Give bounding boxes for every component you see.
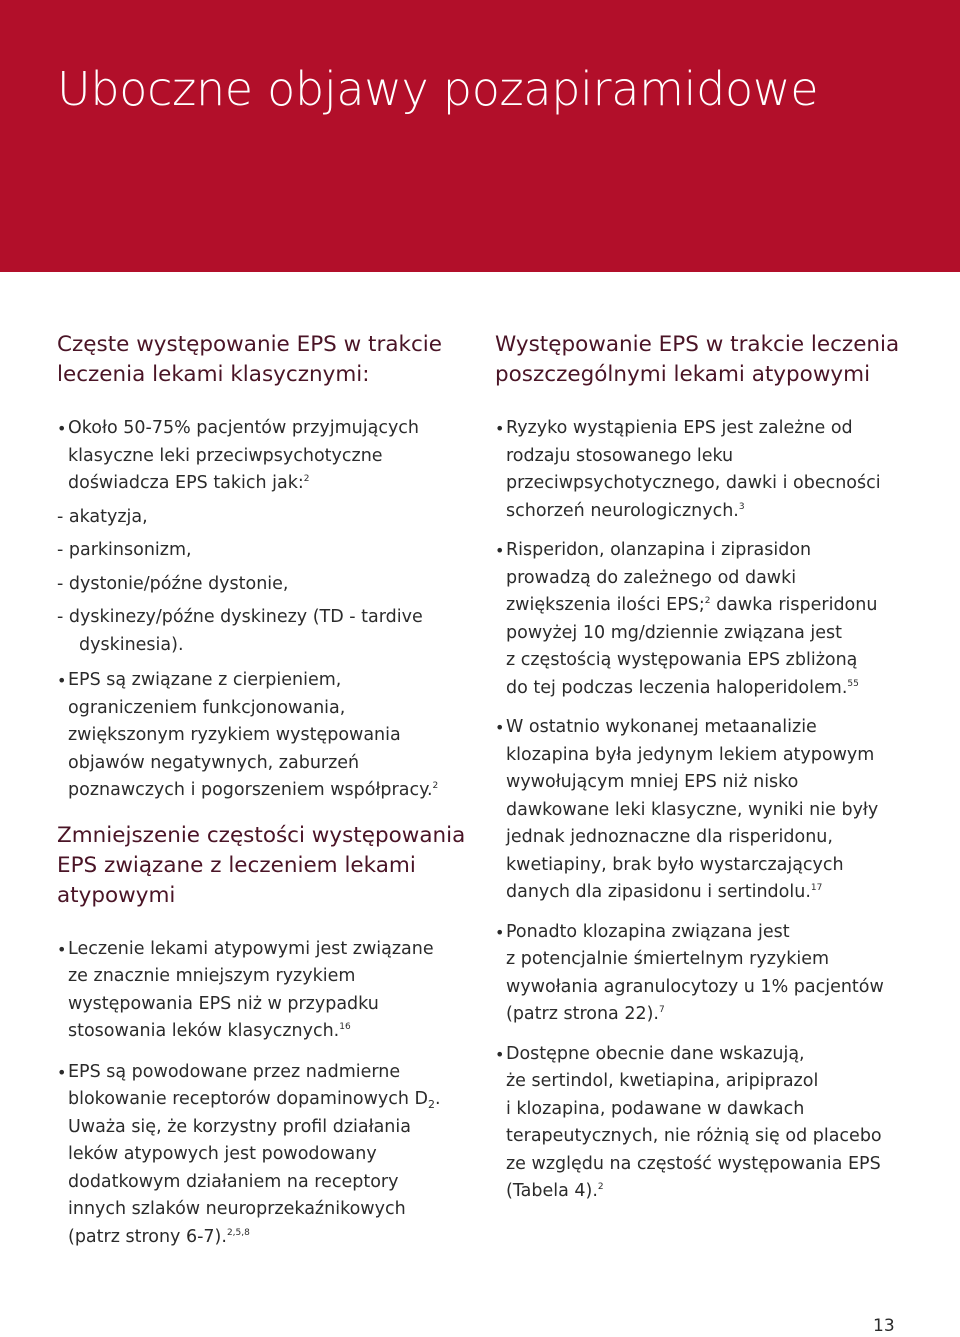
atypical-list [57, 936, 457, 1252]
reference-mark: 2 [597, 1182, 604, 1192]
reference-mark: 2,5,8 [226, 1227, 250, 1238]
text-line [506, 1178, 925, 1206]
text-line: ze znacznie mniejszym ryzykiem [68, 966, 356, 986]
text-line: występowania EPS niż w przypadku [68, 993, 379, 1014]
text-line: Leczenie lekami atypowymi jest związane [68, 938, 434, 959]
text-line: wywołującym mniej EPS niż nisko [506, 772, 799, 792]
text-line [68, 1086, 457, 1114]
heading-line: Występowanie EPS w trakcie leczenia [495, 332, 900, 357]
symptom-akathisia: - akatyzja, [57, 506, 148, 527]
text-line: Ryzyko wystąpienia EPS jest zależne od [506, 418, 853, 438]
left-column [57, 330, 466, 1251]
list-item [495, 714, 925, 907]
text-line: dawkowane leki klasyczne, wyniki nie były [506, 799, 879, 820]
text-span: danych dla zipasidonu i sertindolu. [506, 882, 811, 902]
text-line: przeciwpsychotycznego, dawki i obecności [506, 473, 881, 493]
text-line: jednak jednoznaczne dla risperidonu, [506, 827, 833, 847]
heading-line: leczenia lekami klasycznymi: [57, 362, 370, 387]
list-item [495, 1041, 925, 1206]
text-line: zwiększonym ryzykiem występowania [68, 725, 401, 745]
symptom-parkinsonism: - parkinsonizm, [57, 540, 192, 560]
text-span: (patrz strony 6-7). [68, 1226, 227, 1247]
reference-mark: 2 [303, 474, 310, 484]
text-line [68, 777, 457, 805]
list-item [495, 537, 925, 702]
symptom-dyskinesia-cont: dyskinesia). [79, 634, 184, 655]
subscript: 2 [428, 1098, 436, 1111]
right-column [495, 330, 925, 1206]
text-span: . [435, 1089, 441, 1109]
text-line: z potencjalnie śmiertelnym ryzykiem [506, 949, 830, 969]
bullet: • [57, 671, 67, 690]
section-heading-individual [495, 330, 925, 390]
text-line: ograniczeniem funkcjonowania, [68, 697, 346, 718]
text-line: Uważa się, że korzystny profil działania [68, 1116, 411, 1137]
text-line: z częstością występowania EPS zbliżoną [506, 650, 858, 670]
list-item [57, 667, 457, 805]
bullet: • [57, 1062, 67, 1082]
text-span: blokowanie receptorów dopaminowych D [68, 1089, 429, 1109]
symptom-list [57, 504, 457, 660]
text-line: innych szlaków neuroprzekaźnikowych [68, 1199, 406, 1219]
text-span: stosowania leków klasycznych. [68, 1021, 340, 1041]
text-line: W ostatnio wykonanej metaanalizie [506, 717, 817, 737]
reference-mark: 3 [738, 501, 745, 512]
section-heading-atypical [57, 821, 466, 911]
page-title: Uboczne objawy pozapiramidowe [57, 62, 819, 116]
heading-line: atypowymi [57, 882, 176, 908]
reference-mark: 2 [704, 596, 711, 606]
text-line: rodzaju stosowanego leku [506, 445, 734, 466]
text-line [506, 592, 925, 620]
reference-mark: 2 [432, 781, 439, 791]
bullet: • [495, 541, 505, 560]
text-span: doświadcza EPS takich jak: [68, 473, 304, 493]
text-line: ze względu na częstość występowania EPS [506, 1153, 881, 1174]
text-line [506, 498, 925, 526]
text-span: (Tabela 4). [506, 1181, 598, 1201]
page-number: 13 [873, 1316, 895, 1336]
text-line: że sertindol, kwetiapina, aripiprazol [506, 1071, 819, 1091]
text-line: Ponadto klozapina związana jest [506, 921, 790, 942]
text-line [506, 675, 925, 703]
text-line: leków atypowych jest powodowany [68, 1144, 377, 1164]
text-line [68, 1018, 457, 1046]
text-line: EPS są związane z cierpieniem, [68, 670, 342, 690]
text-line: terapeutycznych, nie różnią się od placebo [506, 1126, 882, 1146]
heading-line: Częste występowanie EPS w trakcie [57, 332, 442, 357]
text-line [506, 1001, 925, 1029]
title-banner [0, 0, 960, 272]
reference-mark: 7 [659, 1005, 665, 1015]
classic-eps-list [57, 415, 457, 498]
text-span: dawka risperidonu [710, 595, 878, 615]
reference-mark: 17 [810, 883, 823, 893]
text-line: klasyczne leki przeciwpsychotyczne [68, 445, 383, 466]
section-heading-classic [57, 330, 457, 390]
list-item [57, 415, 457, 498]
text-line: kwetiapiny, brak było wystarczających [506, 854, 844, 875]
text-span: poznawczych i pogorszeniem współpracy. [68, 780, 433, 800]
reference-mark: 16 [339, 1022, 351, 1032]
text-line: Około 50-75% pacjentów przyjmujących [68, 418, 420, 438]
text-line: dodatkowym działaniem na receptory [68, 1171, 399, 1192]
bullet: • [495, 1044, 505, 1064]
text-line [506, 879, 925, 907]
heading-line: EPS związane z leczeniem lekami [57, 852, 416, 878]
symptom-dystonia: - dystonie/późne dystonie, [57, 573, 289, 594]
eps-impact-list [57, 667, 457, 805]
list-item [57, 1059, 457, 1252]
bullet: • [57, 419, 67, 438]
text-line: Risperidon, olanzapina i ziprasidon [506, 540, 812, 560]
list-item [57, 936, 457, 1046]
text-line [68, 1224, 457, 1252]
text-line: objawów negatywnych, zaburzeń [68, 752, 360, 773]
text-line [68, 470, 457, 498]
bullet: • [495, 922, 505, 942]
symptom-dyskinesia: - dyskinezy/późne dyskinezy (TD - tardive [57, 607, 423, 627]
heading-line: poszczególnymi lekami atypowymi [495, 362, 871, 387]
list-item [495, 415, 925, 525]
text-line: klozapina była jedynym lekiem atypowym [506, 744, 875, 765]
heading-line: Zmniejszenie częstości występowania [57, 822, 466, 848]
text-line: EPS są powodowane przez nadmierne [68, 1061, 401, 1082]
bullet: • [495, 718, 505, 737]
text-span: do tej podczas leczenia haloperidolem. [506, 677, 848, 698]
list-item [495, 919, 925, 1029]
text-line: powyżej 10 mg/dziennie związana jest [506, 622, 843, 643]
text-line: prowadzą do zależnego od dawki [506, 567, 797, 588]
text-line: wywołania agranulocytozy u 1% pacjentów [506, 976, 884, 997]
text-span: zwiększenia ilości EPS; [506, 595, 705, 615]
individual-list [495, 415, 925, 1206]
text-line: Dostępne obecnie dane wskazują, [506, 1043, 805, 1064]
bullet: • [57, 939, 67, 959]
text-line: i klozapina, podawane w dawkach [506, 1098, 805, 1119]
text-span: (patrz strona 22). [506, 1004, 659, 1024]
reference-mark: 55 [847, 678, 859, 689]
text-span: schorzeń neurologicznych. [506, 500, 739, 521]
bullet: • [495, 419, 505, 438]
